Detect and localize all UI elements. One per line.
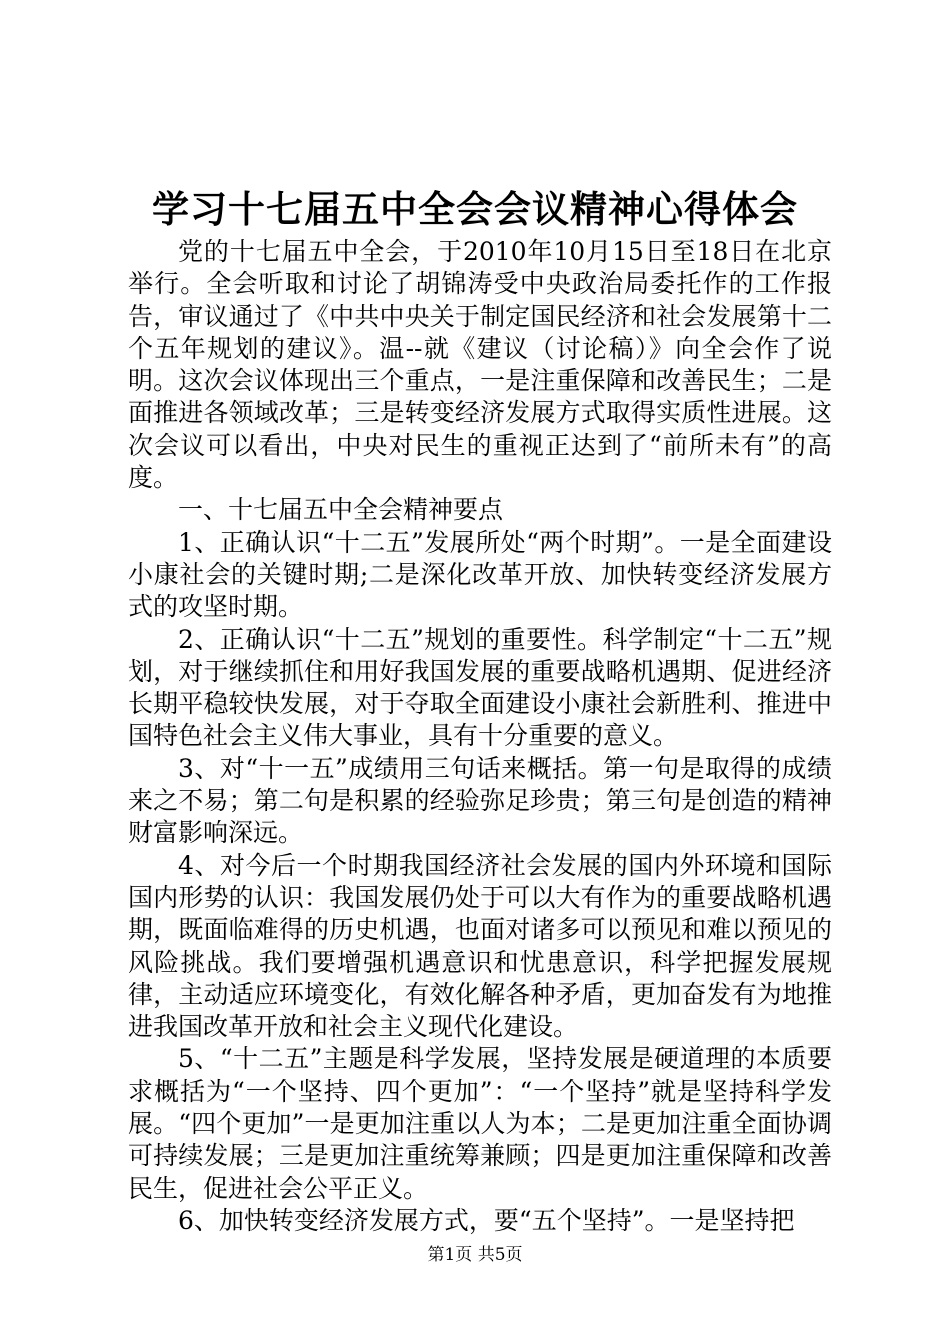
paragraph-point-2: 2、正确认识“十二五”规划的重要性。科学制定“十二五”规划，对于继续抓住和用好我国发展的重要战略机遇期、促进经济长期平稳较快发展，对于夺取全面建设小康社会新胜利、推进中国特色社会主义伟大事业，具有十分重要的意义。: [128, 624, 832, 751]
paragraph-intro: 党的十七届五中全会，于2010年10月15日至18日在北京举行。全会听取和讨论了胡锦涛受中央政治局委托作的工作报告，审议通过了《中共中央关于制定国民经济和社会发展第十二个五年规划的建议》。温--就《建议（讨论稿）》向全会作了说明。这次会议体现出三个重点，一是注重保障和改善民生；二是面推进各领域改革；三是转变经济发展方式取得实质性进展。这次会议可以看出，中央对民生的重视正达到了“前所未有”的高度。: [128, 237, 832, 493]
document-title: 学习十七届五中全会会议精神心得体会: [152, 187, 798, 231]
page-number-footer: 第1页 共5页: [427, 1245, 523, 1265]
paragraph-point-3: 3、对“十一五”成绩用三句话来概括。第一句是取得的成绩来之不易；第二句是积累的经验弥足珍贵；第三句是创造的精神财富影响深远。: [128, 753, 832, 848]
paragraph-point-1: 1、正确认识“十二五”发展所处“两个时期”。一是全面建设小康社会的关键时期;二是深化改革开放、加快转变经济发展方式的攻坚时期。: [128, 527, 832, 622]
paragraph-point-6: 6、加快转变经济发展方式，要“五个坚持”。一是坚持把: [178, 1205, 795, 1235]
section-heading: 一、十七届五中全会精神要点: [178, 495, 504, 525]
paragraph-point-5: 5、“十二五”主题是科学发展，坚持发展是硬道理的本质要求概括为“一个坚持、四个更加”：“一个坚持”就是坚持科学发展。“四个更加”一是更加注重以人为本；二是更加注重全面协调可持续发展；三是更加注重统筹兼顾；四是更加注重保障和改善民生，促进社会公平正义。: [128, 1044, 832, 1203]
document-body: [128, 236, 832, 1237]
paragraph-point-4: 4、对今后一个时期我国经济社会发展的国内外环境和国际国内形势的认识：我国发展仍处于可以大有作为的重要战略机遇期，既面临难得的历史机遇，也面对诸多可以预见和难以预见的风险挑战。我们要增强机遇意识和忧患意识，科学把握发展规律，主动适应环境变化，有效化解各种矛盾，更加奋发有为地推进我国改革开放和社会主义现代化建设。: [128, 850, 832, 1042]
